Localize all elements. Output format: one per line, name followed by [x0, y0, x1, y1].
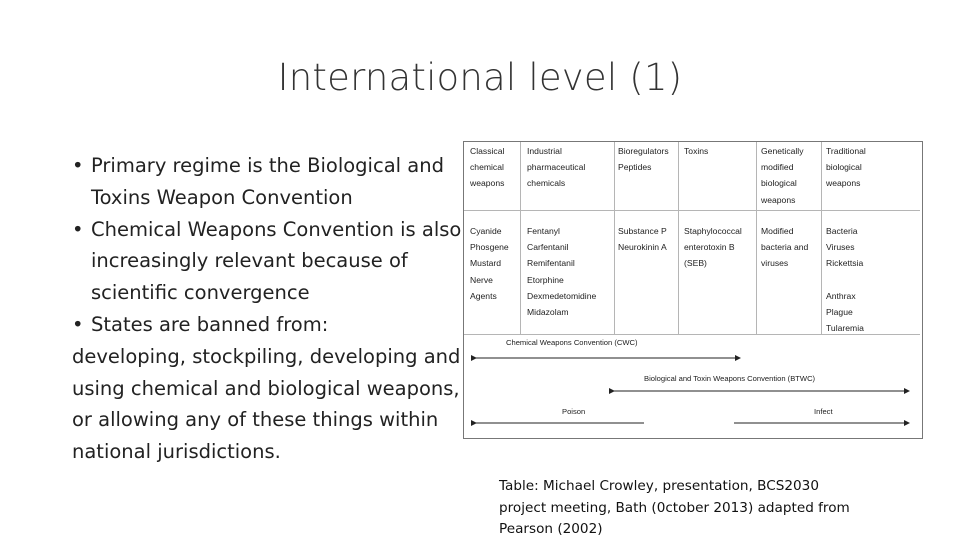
- slide-title: International level (1): [277, 56, 683, 99]
- bullet-dot: •: [72, 217, 84, 241]
- cell-line: Dexmedetomidine: [527, 290, 597, 301]
- bullet-item: [72, 309, 462, 341]
- bullet-dot: •: [72, 154, 84, 177]
- cell-line: weapons: [826, 178, 861, 189]
- btwc-label: Biological and Toxin Weapons Convention (BTWC): [644, 374, 816, 383]
- poison-label: Poison: [562, 407, 586, 416]
- cell-line: Nerve: [470, 274, 493, 285]
- bullet-text: Primary regime is the Biological and Toxins Weapon Convention: [91, 154, 444, 209]
- cell-line: Neurokinin A: [618, 242, 667, 253]
- caption-line: Pearson (2002): [499, 521, 603, 538]
- cell-line: Cyanide: [470, 226, 502, 236]
- cell-line: Mustard: [470, 258, 502, 269]
- infect-label: Infect: [814, 407, 833, 416]
- bullet-item: [72, 150, 462, 214]
- cell-line: modified: [761, 162, 794, 173]
- cell-line: Tularemia: [826, 323, 864, 334]
- cell-line: weapons: [470, 178, 505, 189]
- cell-line: weapons: [761, 194, 796, 205]
- bullet-text: Chemical Weapons Convention is also increasingly relevant because of scientific convergence: [91, 217, 462, 305]
- cell-line: Phosgene: [470, 242, 509, 253]
- cwc-label: Chemical Weapons Convention (CWC): [506, 338, 638, 347]
- spectrum-table-figure: [463, 141, 923, 439]
- cell-line: bacteria and: [761, 242, 809, 253]
- caption-line: Table: Michael Crowley, presentation, BCS2030: [499, 478, 819, 494]
- cell-line: pharmaceutical: [527, 162, 586, 173]
- cell-line: Industrial: [527, 146, 562, 156]
- cell-line: Carfentanil: [527, 242, 569, 253]
- cell-line: Staphylococcal: [684, 226, 742, 236]
- cell-line: biological: [761, 178, 797, 189]
- cell-line: Bacteria: [826, 226, 858, 236]
- cell-line: Classical: [470, 146, 505, 156]
- cell-line: Substance P: [618, 226, 667, 236]
- bullet-text: States are banned from:: [91, 312, 329, 336]
- cell-line: Toxins: [684, 146, 709, 156]
- cell-line: enterotoxin B: [684, 242, 735, 253]
- figure-caption: [499, 476, 919, 541]
- cell-line: (SEB): [684, 258, 707, 269]
- cell-line: Rickettsia: [826, 258, 864, 269]
- cell-line: Peptides: [618, 162, 652, 173]
- cell-line: Viruses: [826, 242, 855, 253]
- cell-line: biological: [826, 162, 862, 173]
- body-paragraph: developing, stockpiling, developing and using chemical and biological weapons, or allowing any of these things within national jurisdictions.: [72, 344, 461, 464]
- cell-line: Bioregulators: [618, 146, 669, 156]
- cell-line: Modified: [761, 226, 794, 236]
- bullet-dot: •: [72, 312, 84, 336]
- cell-line: viruses: [761, 258, 789, 269]
- cell-line: Etorphine: [527, 274, 564, 285]
- convention-arrows: [464, 142, 922, 438]
- cell-line: Agents: [470, 290, 497, 301]
- cell-line: chemicals: [527, 178, 566, 189]
- bullet-list: [72, 150, 462, 468]
- cell-line: Genetically: [761, 146, 804, 156]
- cell-line: Fentanyl: [527, 226, 560, 236]
- caption-line: project meeting, Bath (0ctober 2013) adapted from: [499, 499, 850, 516]
- cell-line: Anthrax: [826, 290, 856, 301]
- bullet-item: [72, 214, 462, 309]
- cell-line: Remifentanil: [527, 258, 575, 269]
- cell-line: Plague: [826, 307, 853, 318]
- cell-line: chemical: [470, 162, 504, 173]
- cell-line: Midazolam: [527, 307, 569, 318]
- cell-line: Traditional: [826, 146, 866, 156]
